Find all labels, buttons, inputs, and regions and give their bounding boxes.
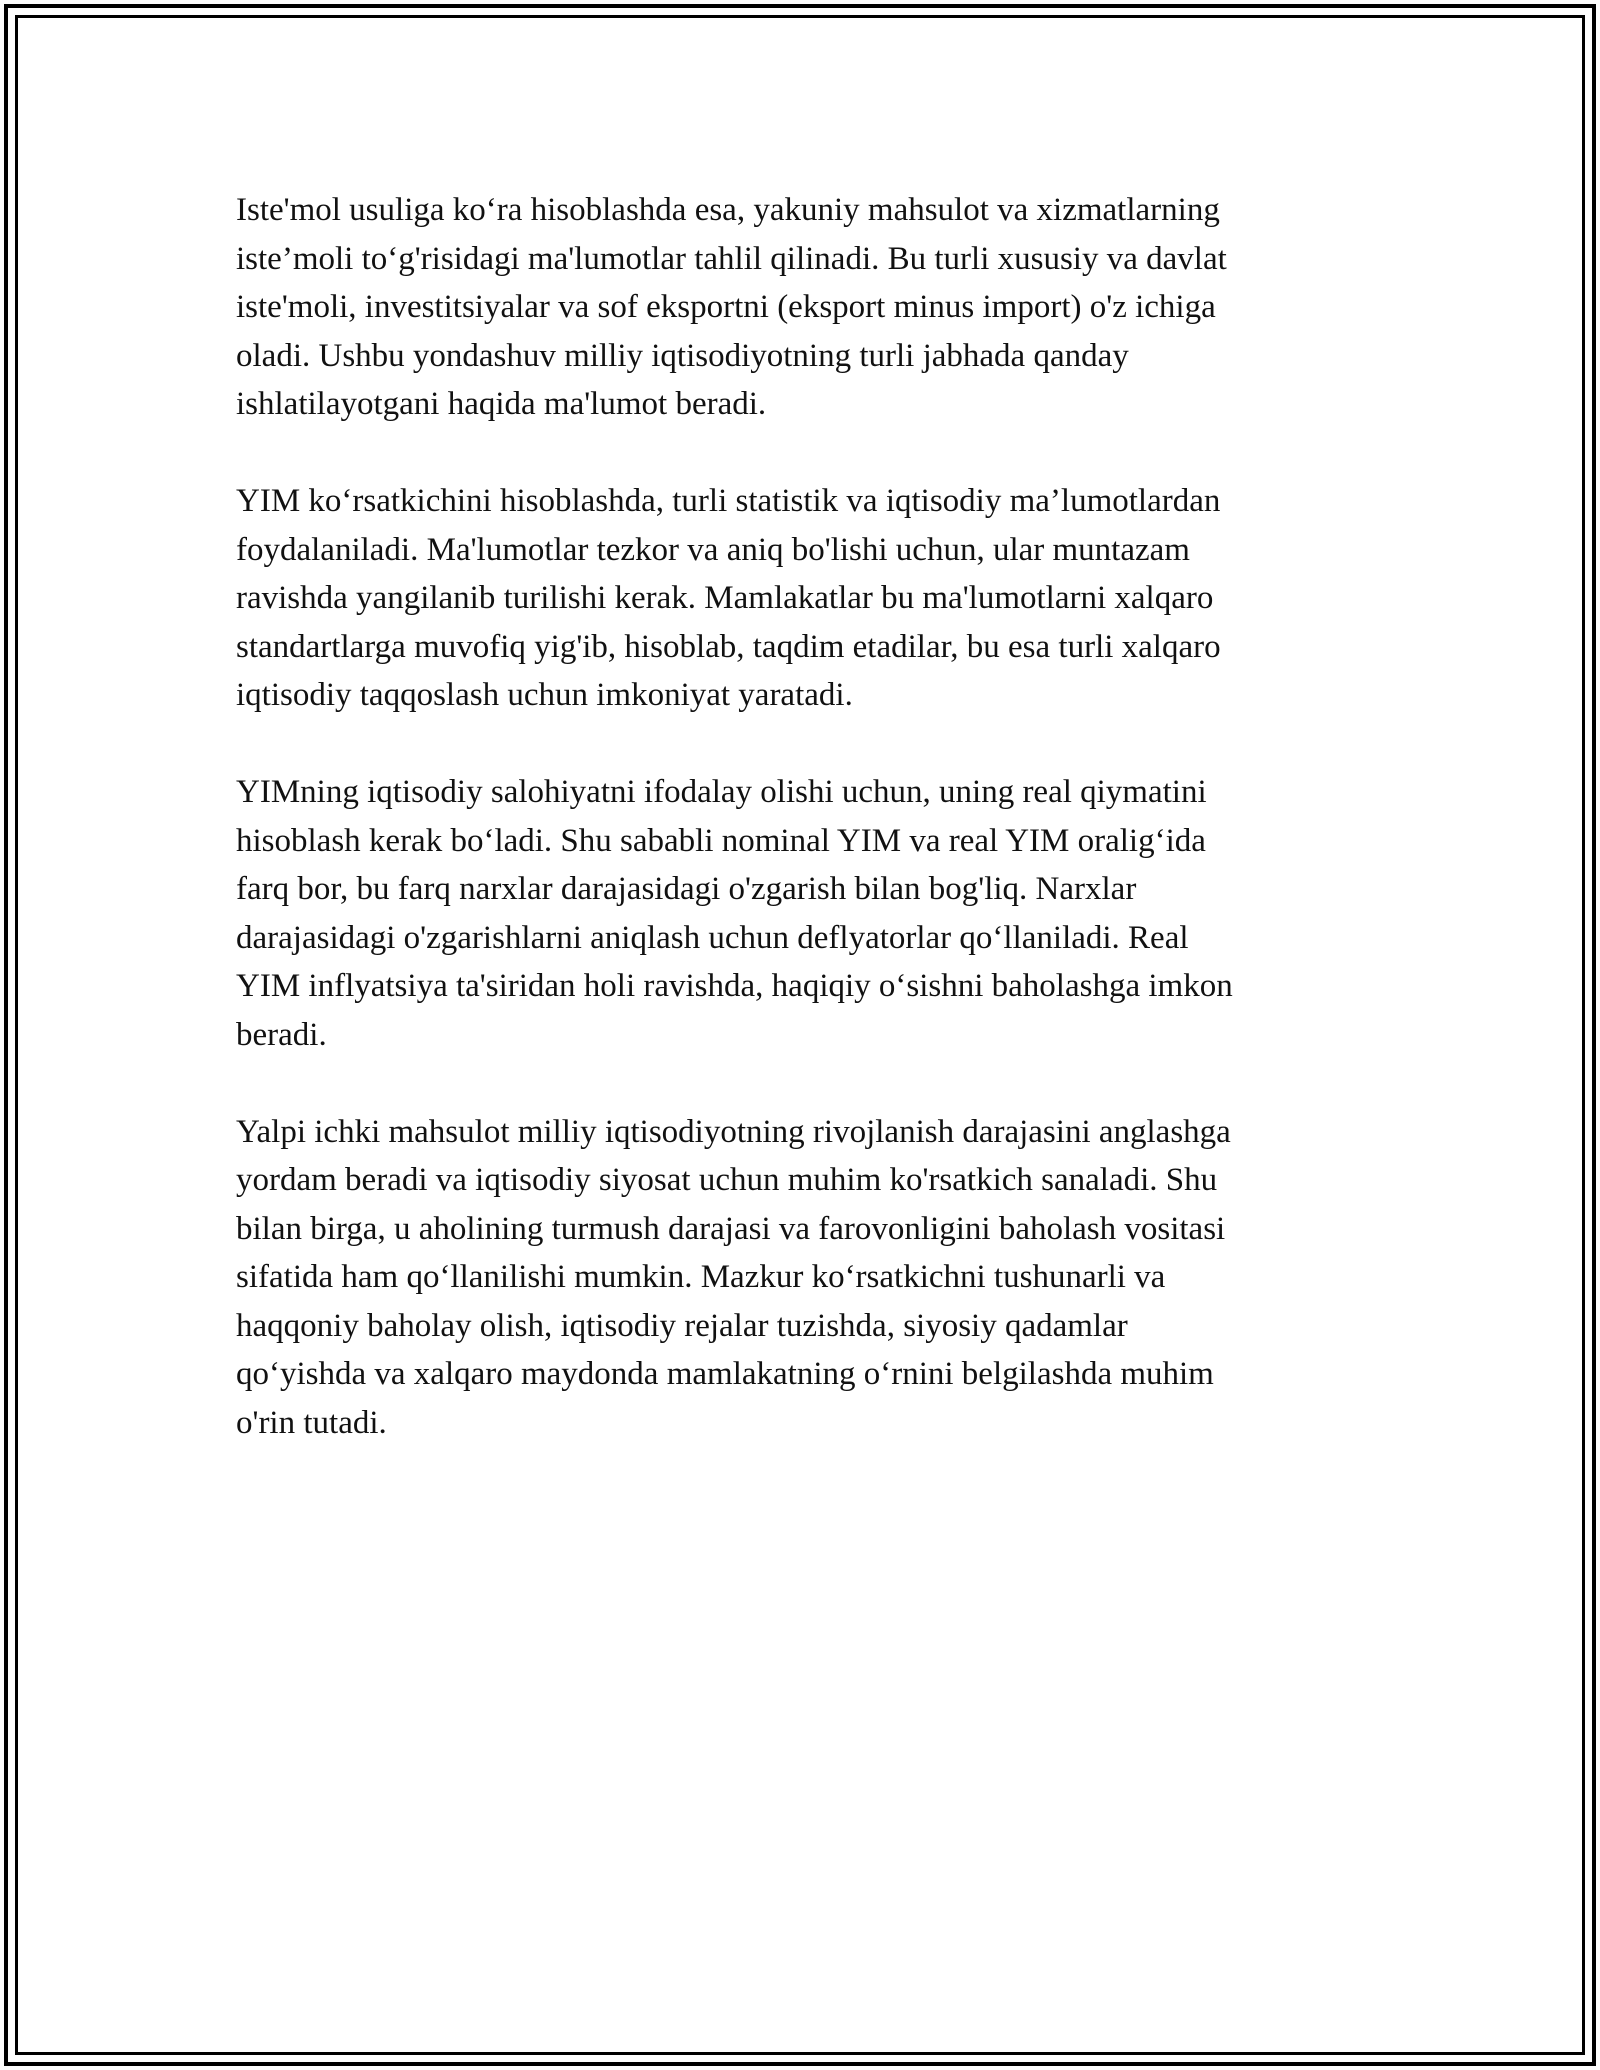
text-line: ravishda yangilanib turilishi kerak. Mamlakatlar bu ma'lumotlarni xalqaro — [236, 580, 1214, 616]
paragraph-consumption-method — [236, 186, 1386, 429]
text-line: iqtisodiy taqqoslash uchun imkoniyat yaratadi. — [236, 677, 853, 713]
paragraph-gdp-importance — [236, 1108, 1386, 1448]
paragraph-gdp-calculation-data — [236, 477, 1386, 720]
text-line: YIM inflyatsiya ta'siridan holi ravishda, haqiqiy o‘sishni baholashga imkon — [236, 968, 1233, 1004]
text-line: yordam beradi va iqtisodiy siyosat uchun muhim ko'rsatkich sanaladi. Shu — [236, 1162, 1218, 1198]
text-line: standartlarga muvofiq yig'ib, hisoblab, taqdim etadilar, bu esa turli xalqaro — [236, 628, 1221, 665]
text-line: o'rin tutadi. — [236, 1404, 387, 1441]
text-line: YIM ko‘rsatkichini hisoblashda, turli statistik va iqtisodiy ma’lumotlardan — [236, 483, 1221, 519]
text-line: ishlatilayotgani haqida ma'lumot beradi. — [236, 386, 767, 422]
text-line: hisoblash kerak bo‘ladi. Shu sababli nominal YIM va real YIM oralig‘ida — [236, 822, 1206, 859]
text-line: oladi. Ushbu yondashuv milliy iqtisodiyotning turli jabhada qanday — [236, 337, 1129, 374]
text-line: Yalpi ichki mahsulot milliy iqtisodiyotning rivojlanish darajasini anglashga — [236, 1113, 1231, 1150]
text-line: iste’moli to‘g'risidagi ma'lumotlar tahlil qilinadi. Bu turli xususiy va davlat — [236, 240, 1227, 277]
text-line: bilan birga, u aholining turmush darajasi va farovonligini baholash vositasi — [236, 1210, 1226, 1247]
text-line: foydalaniladi. Ma'lumotlar tezkor va aniq bo'lishi uchun, ular muntazam — [236, 531, 1190, 568]
text-line: sifatida ham qo‘llanilishi mumkin. Mazkur ko‘rsatkichni tushunarli va — [236, 1259, 1166, 1295]
text-line: darajasidagi o'zgarishlarni aniqlash uchun deflyatorlar qo‘llaniladi. Real — [236, 919, 1189, 956]
text-line: qo‘yishda va xalqaro maydonda mamlakatning o‘rnini belgilashda muhim — [236, 1356, 1214, 1392]
text-line: Iste'mol usuliga ko‘ra hisoblashda esa, yakuniy mahsulot va xizmatlarning — [236, 192, 1220, 228]
text-line: beradi. — [236, 1016, 327, 1053]
text-line: haqqoniy baholay olish, iqtisodiy rejalar tuzishda, siyosiy qadamlar — [236, 1307, 1128, 1344]
text-line: iste'moli, investitsiyalar va sof eksportni (eksport minus import) o'z ichiga — [236, 289, 1216, 325]
text-line: farq bor, bu farq narxlar darajasidagi o'zgarish bilan bog'liq. Narxlar — [236, 871, 1137, 907]
document-body — [236, 186, 1386, 1496]
text-line: YIMning iqtisodiy salohiyatni ifodalay olishi uchun, uning real qiymatini — [236, 774, 1207, 810]
paragraph-real-gdp — [236, 768, 1386, 1059]
